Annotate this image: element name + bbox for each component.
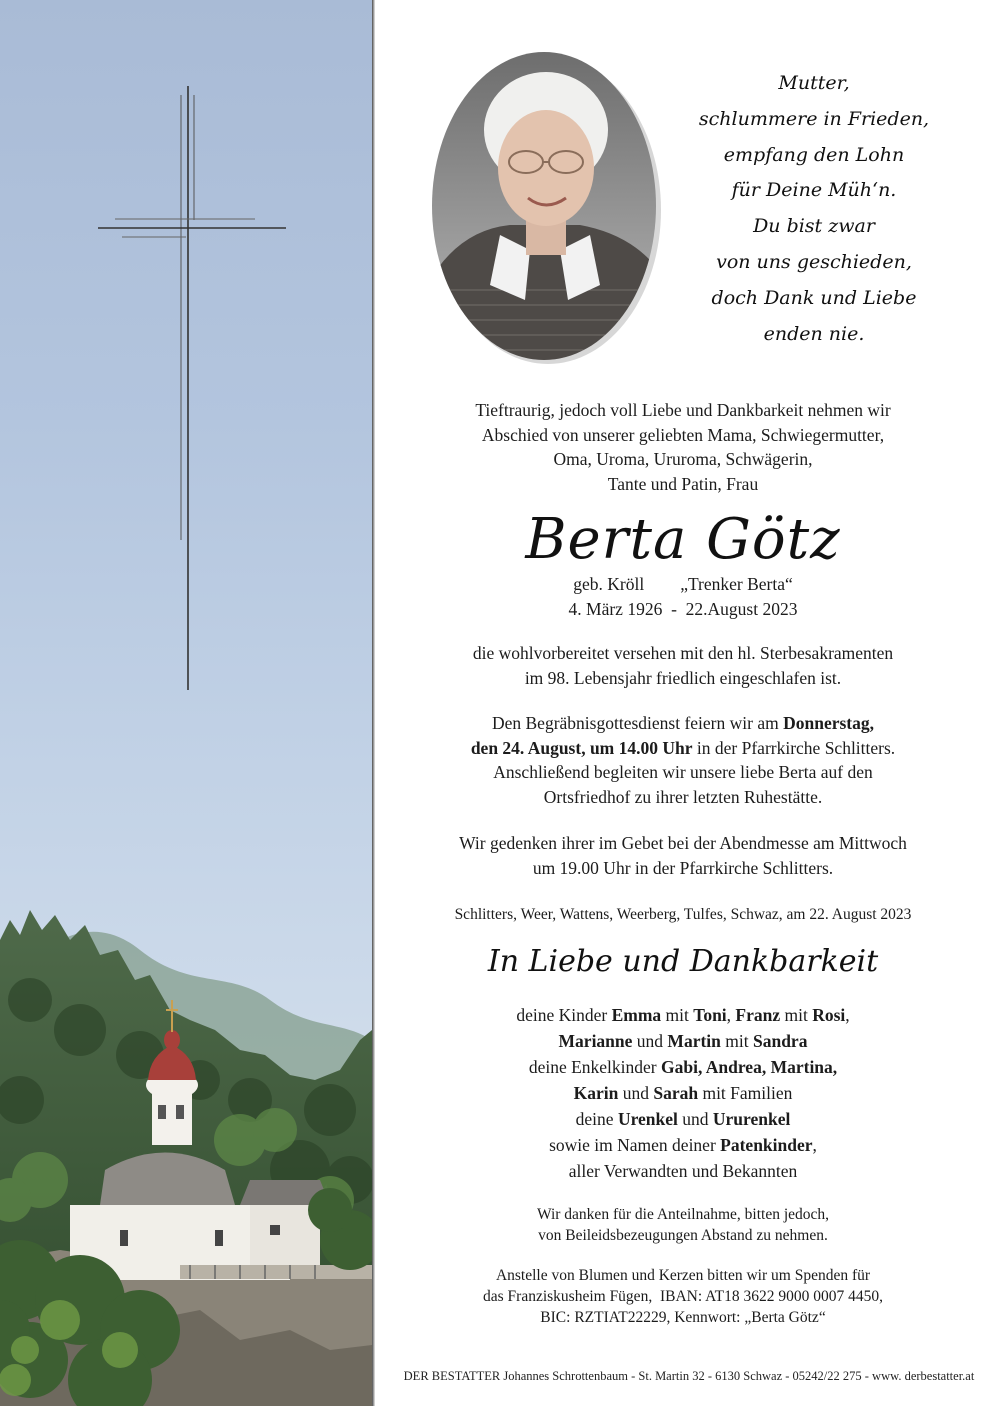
poem-line: empfang den Lohn (723, 143, 905, 166)
family-list (378, 1002, 988, 1184)
thanks-text (378, 1204, 988, 1246)
prayer-line: Wir gedenken ihrer im Gebet bei der Abendmesse am Mittwoch (459, 833, 907, 853)
obituary-content (378, 0, 1000, 1406)
poem-line: schlummere in Frieden, (698, 107, 930, 130)
sacraments-text (378, 641, 988, 690)
poem-line: für Deine Müh‘n. (731, 179, 897, 202)
poem-line: Du bist zwar (753, 215, 875, 238)
funeral-text: Ortsfriedhof zu ihrer letzten Ruhestätte. (543, 786, 823, 807)
donation-line: das Franziskusheim Fügen, IBAN: AT18 3622 9000 0007 4450, (483, 1288, 883, 1305)
birth-name: geb. Kröll (573, 574, 645, 594)
portrait-photo (430, 50, 662, 366)
sacraments-line: die wohlvorbereitet versehen mit den hl. Sterbesakramenten (472, 643, 894, 663)
place-date (378, 904, 988, 925)
closing-script: In Liebe und Dankbarkeit (487, 944, 879, 979)
undertaker-footer: DER BESTATTER Johannes Schrottenbaum - St. Martin 32 - 6130 Schwaz - 05242/22 275 - www. derbestatter.at (403, 1369, 975, 1383)
thanks-line: von Beileidsbezeugungen Abstand zu nehmen. (538, 1227, 828, 1244)
thanks-line: Wir danken für die Anteilnahme, bitten jedoch, (536, 1206, 830, 1223)
donation-line: BIC: RZTIAT22229, Kennwort: „Berta Götz“ (540, 1309, 826, 1326)
donation-text (378, 1265, 988, 1328)
intro-line: Oma, Uroma, Ururoma, Schwägerin, (553, 449, 813, 469)
family-line: aller Verwandten und Bekannten (568, 1161, 798, 1181)
memorial-poem (678, 66, 950, 352)
poem-line: doch Dank und Liebe (711, 286, 917, 309)
intro-line: Tante und Patin, Frau (607, 473, 759, 494)
poem-line: von uns geschieden, (716, 250, 912, 273)
intro-line: Tieftraurig, jedoch voll Liebe und Dankbarkeit nehmen wir (475, 400, 891, 420)
funeral-location: in der Pfarrkirche Schlitters. (692, 737, 896, 758)
panel-divider (372, 0, 375, 1406)
cross-icon (0, 0, 372, 700)
prayer-line: um 19.00 Uhr in der Pfarrkirche Schlitters. (532, 857, 834, 878)
funeral-text: Den Begräbnisgottesdienst feiern wir am (491, 713, 784, 733)
funeral-info (378, 711, 988, 809)
birth-info (378, 572, 988, 621)
poem-line: Mutter, (778, 72, 850, 94)
family-line: sowie im Namen deiner Patenkinder, (549, 1135, 817, 1155)
nickname: „Trenker Berta“ (680, 574, 793, 594)
funeral-day: Donnerstag, (783, 713, 874, 733)
church-landscape-illustration (0, 880, 372, 1406)
life-dates: 4. März 1926 - 22.August 2023 (568, 598, 798, 619)
family-line: deine Enkelkinder Gabi, Andrea, Martina, (528, 1057, 838, 1077)
sacraments-line: im 98. Lebensjahr friedlich eingeschlafen ist. (524, 667, 842, 688)
family-line: Marianne und Martin mit Sandra (558, 1031, 808, 1051)
intro-text (378, 398, 988, 496)
family-line: Karin und Sarah mit Familien (573, 1083, 793, 1103)
intro-line: Abschied von unserer geliebten Mama, Schwiegermutter, (481, 424, 885, 445)
prayer-info (378, 831, 988, 880)
family-line: deine Kinder Emma mit Toni, Franz mit Rosi, (516, 1005, 850, 1025)
poem-line: enden nie. (763, 322, 865, 345)
family-line: deine Urenkel und Ururenkel (575, 1109, 791, 1129)
place-date-text: Schlitters, Weer, Wattens, Weerberg, Tulfes, Schwaz, am 22. August 2023 (454, 906, 912, 923)
landscape-photo-panel (0, 0, 372, 1406)
funeral-date-time: den 24. August, um 14.00 Uhr (470, 737, 693, 758)
donation-line: Anstelle von Blumen und Kerzen bitten wir um Spenden für (495, 1267, 871, 1284)
deceased-name: Berta Götz (525, 507, 841, 572)
funeral-text: Anschließend begleiten wir unsere liebe Berta auf den (493, 762, 873, 782)
